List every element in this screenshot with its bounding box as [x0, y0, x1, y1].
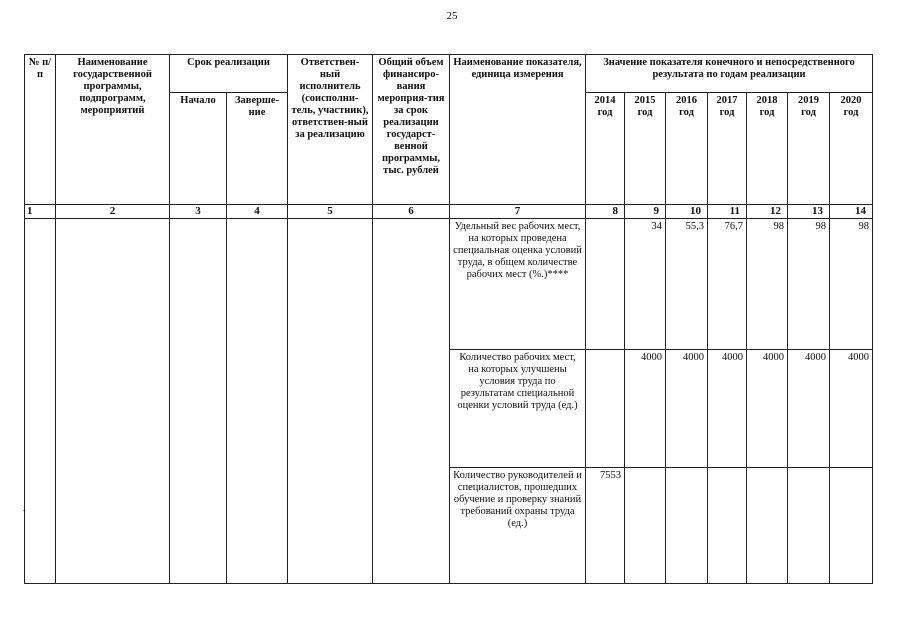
margin-mark: -	[23, 506, 26, 515]
col-number-6: 6	[373, 205, 450, 219]
header-row-top	[25, 55, 873, 93]
header-year-2020: 2020 год	[830, 93, 873, 205]
col-number-11: 11	[708, 205, 747, 219]
value-2020	[830, 468, 873, 584]
header-term: Срок реализации	[170, 55, 288, 93]
cell-number-empty	[25, 219, 56, 584]
value-2016: 4000	[666, 350, 708, 468]
header-start: Начало	[170, 93, 227, 205]
header-responsible: Ответствен-ный исполнитель (соисполни-тель, участник), ответствен-ный за реализацию	[288, 55, 373, 205]
col-number-14: 14	[830, 205, 873, 219]
cell-financing-empty	[373, 219, 450, 584]
header-number: № п/п	[25, 55, 56, 205]
indicator-name: Количество рабочих мест, на которых улучшены условия труда по результатам специальной оценки условий труда (ед.)	[450, 350, 586, 468]
cell-program-empty	[56, 219, 170, 584]
col-number-2: 2	[56, 205, 170, 219]
value-2019: 4000	[788, 350, 830, 468]
col-number-1: 1	[25, 205, 56, 219]
value-2017: 76,7	[708, 219, 747, 350]
cell-responsible-empty	[288, 219, 373, 584]
col-number-13: 13	[788, 205, 830, 219]
value-2016	[666, 468, 708, 584]
value-2019: 98	[788, 219, 830, 350]
col-number-5: 5	[288, 205, 373, 219]
value-2015: 4000	[625, 350, 666, 468]
value-2019	[788, 468, 830, 584]
value-2020: 4000	[830, 350, 873, 468]
col-number-9: 9	[625, 205, 666, 219]
cell-start-empty	[170, 219, 227, 584]
value-2016: 55,3	[666, 219, 708, 350]
header-year-2014: 2014 год	[586, 93, 625, 205]
indicators-table	[24, 54, 873, 584]
header-values: Значение показателя конечного и непосредственного результата по годам реализации	[586, 55, 873, 93]
value-2018: 4000	[747, 350, 788, 468]
header-financing: Общий объем финансиро-вания мероприя-тия за срок реализации государст-венной программы, тыс. рублей	[373, 55, 450, 205]
cell-end-empty	[227, 219, 288, 584]
header-year-2016: 2016 год	[666, 93, 708, 205]
value-2014: 7553	[586, 468, 625, 584]
column-number-row	[25, 205, 873, 219]
value-2018	[747, 468, 788, 584]
header-end: Заверше-ние	[227, 93, 288, 205]
header-year-2015: 2015 год	[625, 93, 666, 205]
header-indicator-name: Наименование показателя, единица измерения	[450, 55, 586, 205]
header-year-2017: 2017 год	[708, 93, 747, 205]
value-2020: 98	[830, 219, 873, 350]
value-2014	[586, 219, 625, 350]
header-year-2018: 2018 год	[747, 93, 788, 205]
col-number-8: 8	[586, 205, 625, 219]
col-number-3: 3	[170, 205, 227, 219]
header-program-name: Наименование государственной программы, подпрограмм, мероприятий	[56, 55, 170, 205]
value-2014	[586, 350, 625, 468]
value-2017: 4000	[708, 350, 747, 468]
value-2017	[708, 468, 747, 584]
indicator-name: Количество руководителей и специалистов, прошедших обучение и проверку знаний требований охраны труда (ед.)	[450, 468, 586, 584]
col-number-4: 4	[227, 205, 288, 219]
header-year-2019: 2019 год	[788, 93, 830, 205]
col-number-7: 7	[450, 205, 586, 219]
value-2015	[625, 468, 666, 584]
value-2015: 34	[625, 219, 666, 350]
page-number: 25	[446, 10, 458, 22]
col-number-12: 12	[747, 205, 788, 219]
indicator-name: Удельный вес рабочих мест, на которых проведена специальная оценка условий труда, в общем количестве рабочих мест (%.)****	[450, 219, 586, 350]
value-2018: 98	[747, 219, 788, 350]
table-row	[25, 219, 873, 350]
col-number-10: 10	[666, 205, 708, 219]
